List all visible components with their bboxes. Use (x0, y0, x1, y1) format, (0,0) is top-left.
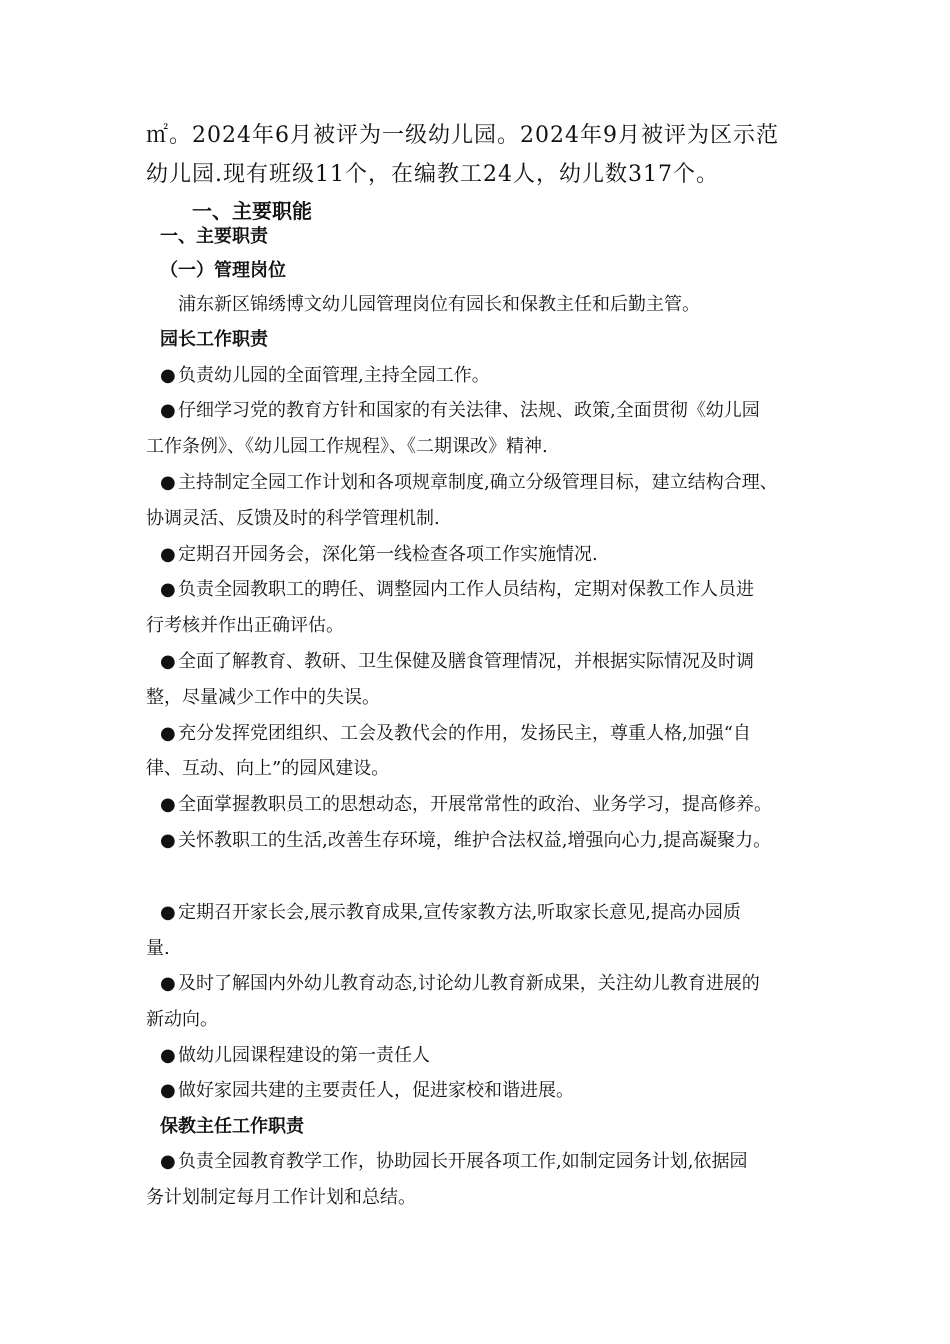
intro-line-2: 幼儿园.现有班级11个，在编教工24人，幼儿数317个。 (146, 162, 719, 187)
director-item-6-cont: 整，尽量减少工作中的失误。 (146, 687, 380, 708)
management-title: （一）管理岗位 (160, 260, 286, 281)
director-item-4: ● 定期召开园务会，深化第一线检查各项工作实施情况. (160, 544, 598, 565)
bullet-icon: ● (160, 544, 176, 565)
director-item-3: ● 主持制定全园工作计划和各项规章制度,确立分级管理目标，建立结构合理、 (160, 472, 778, 493)
bullet-icon: ● (160, 830, 176, 851)
director-item-11: ● 及时了解国内外幼儿教育动态,讨论幼儿教育新成果，关注幼儿教育进展的 (160, 973, 760, 994)
bullet-icon: ● (160, 1045, 176, 1066)
bullet-icon: ● (160, 723, 176, 744)
director-item-6: ● 全面了解教育、教研、卫生保健及膳食管理情况，并根据实际情况及时调 (160, 651, 754, 672)
director-item-5: ● 负责全园教职工的聘任、调整园内工作人员结构，定期对保教工作人员进 (160, 579, 754, 600)
director-title: 园长工作职责 (160, 329, 268, 350)
subsection-title: 一、主要职责 (160, 226, 268, 247)
care-director-item-1: ● 负责全园教育教学工作，协助园长开展各项工作,如制定园务计划,依据园 (160, 1151, 748, 1172)
director-item-7: ● 充分发挥党团组织、工会及教代会的作用，发扬民主，尊重人格,加强“自 (160, 723, 751, 744)
director-item-9: ● 关怀教职工的生活,改善生存环境，维护合法权益,增强向心力,提高凝聚力。 (160, 830, 772, 851)
director-item-2: ● 仔细学习党的教育方针和国家的有关法律、法规、政策,全面贯彻《幼儿园 (160, 400, 760, 421)
director-item-7-cont: 律、互动、向上”的园风建设。 (146, 758, 390, 779)
bullet-icon: ● (160, 365, 176, 386)
director-item-10-cont: 量. (146, 938, 170, 959)
bullet-icon: ● (160, 579, 176, 600)
bullet-icon: ● (160, 651, 176, 672)
director-item-10: ● 定期召开家长会,展示教育成果,宣传家教方法,听取家长意见,提高办园质 (160, 902, 741, 923)
director-item-5-cont: 行考核并作出正确评估。 (146, 615, 344, 636)
director-item-8: ● 全面掌握教职员工的思想动态，开展常常性的政治、业务学习，提高修养。 (160, 794, 772, 815)
bullet-icon: ● (160, 472, 176, 493)
director-item-13: ● 做好家园共建的主要责任人，促进家校和谐进展。 (160, 1080, 574, 1101)
bullet-icon: ● (160, 973, 176, 994)
director-item-12: ● 做幼儿园课程建设的第一责任人 (160, 1045, 430, 1066)
bullet-icon: ● (160, 902, 176, 923)
intro-line-1: ㎡。2024年6月被评为一级幼儿园。2024年9月被评为区示范 (146, 123, 779, 148)
director-item-3-cont: 协调灵活、反馈及时的科学管理机制. (146, 508, 440, 529)
director-item-11-cont: 新动向。 (146, 1009, 218, 1030)
care-director-title: 保教主任工作职责 (160, 1116, 304, 1137)
care-director-item-1-cont: 务计划制定每月工作计划和总结。 (146, 1187, 416, 1208)
bullet-icon: ● (160, 794, 176, 815)
bullet-icon: ● (160, 400, 176, 421)
bullet-icon: ● (160, 1151, 176, 1172)
bullet-icon: ● (160, 1080, 176, 1101)
director-item-2-cont: 工作条例》、《幼儿园工作规程》、《二期课改》精神. (146, 436, 548, 457)
management-summary: 浦东新区锦绣博文幼儿园管理岗位有园长和保教主任和后勤主管。 (178, 294, 700, 315)
director-item-1: ● 负责幼儿园的全面管理,主持全园工作。 (160, 365, 490, 386)
section-title: 一、主要职能 (192, 199, 312, 223)
